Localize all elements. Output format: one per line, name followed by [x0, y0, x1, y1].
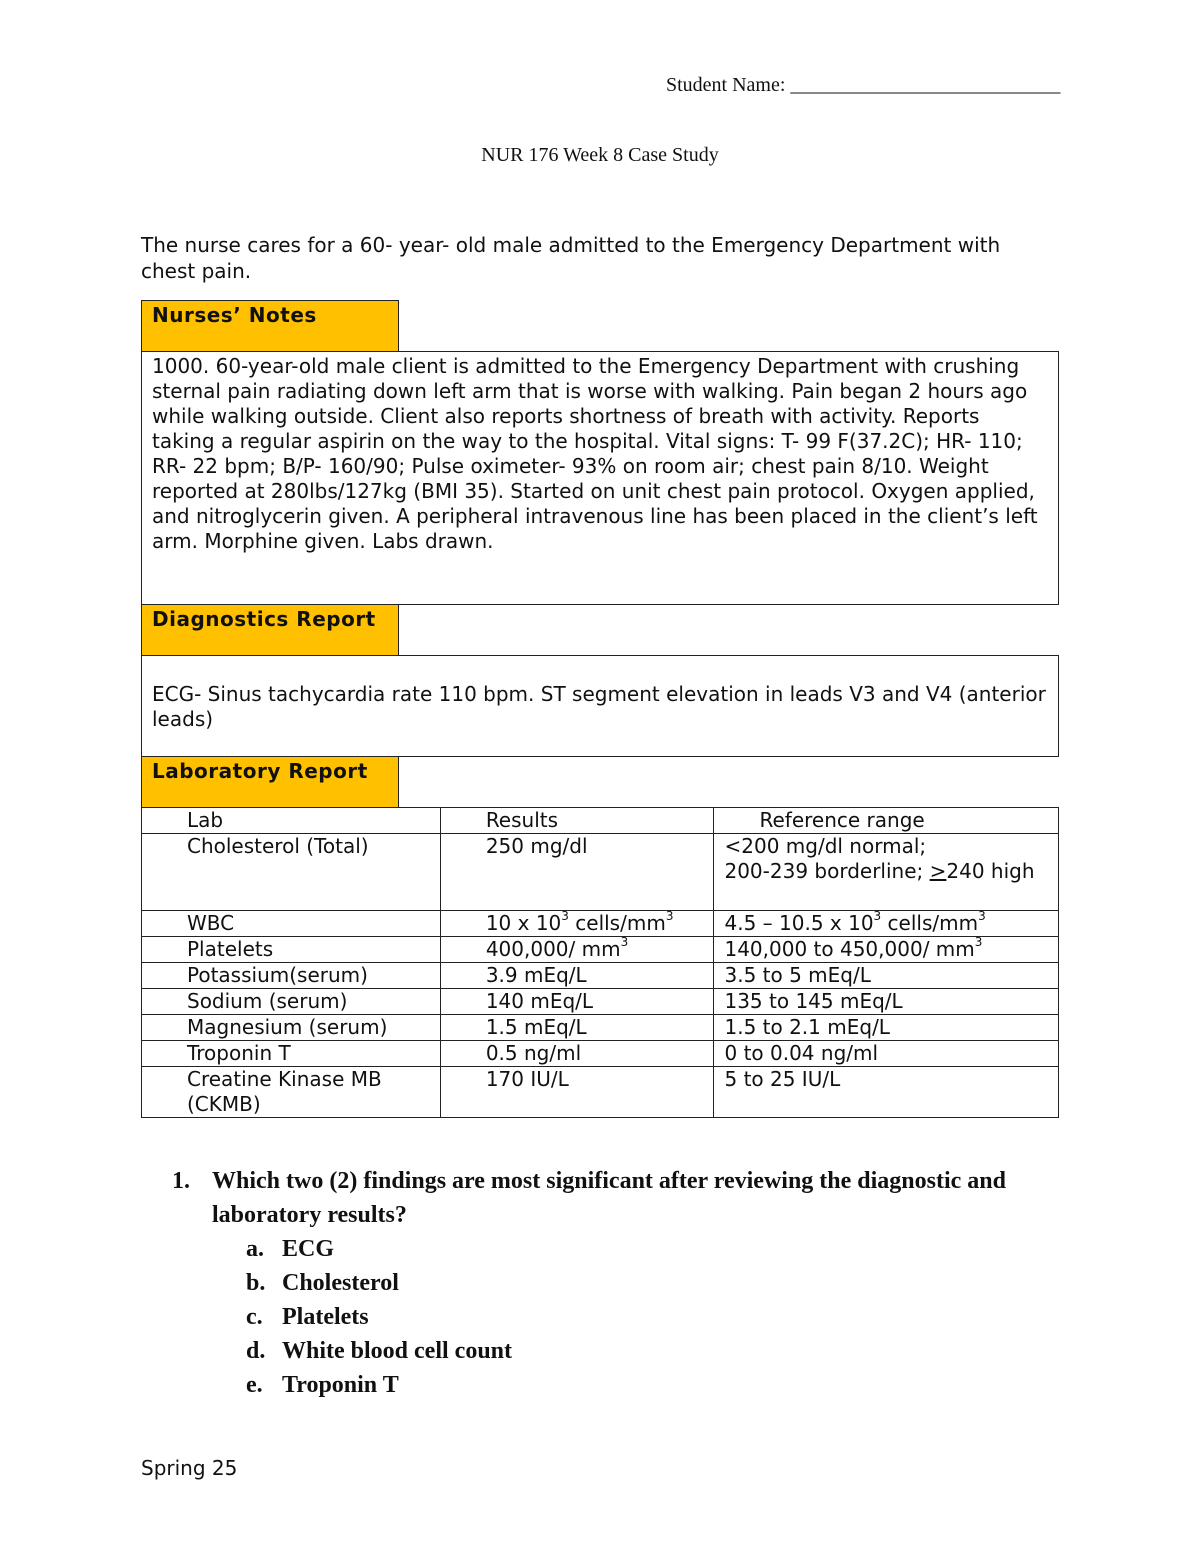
header-results: Results	[440, 808, 714, 834]
diagnostics-report-text: ECG- Sinus tachycardia rate 110 bpm. ST segment elevation in leads V3 and V4 (anterior leads)	[141, 655, 1059, 757]
option-letter: d.	[246, 1338, 266, 1364]
page-title: NUR 176 Week 8 Case Study	[481, 144, 719, 166]
footer-term: Spring 25	[141, 1456, 238, 1480]
lab-result: 140 mEq/L	[440, 989, 714, 1015]
lab-reference: 5 to 25 IU/L	[714, 1067, 1059, 1118]
question-1	[172, 1164, 1072, 1232]
lab-name: Cholesterol (Total)	[142, 834, 441, 911]
option-text: Troponin T	[282, 1372, 399, 1398]
option-letter: b.	[246, 1270, 266, 1296]
table-row	[142, 1067, 1059, 1118]
lab-name: Magnesium (serum)	[142, 1015, 441, 1041]
nurses-notes-text: 1000. 60-year-old male client is admitted to the Emergency Department with crushing sternal pain radiating down left arm that is worse with walking. Pain began 2 hours ago while walking outside. Client also reports shortness of breath with activity. Reports taking a regular aspirin on the way to the hospital. Vital signs: T- 99 F(37.2C); HR- 110; RR- 22 bpm; B/P- 160/90; Pulse oximeter- 93% on room air; chest pain 8/10. Weight reported at 280lbs/127kg (BMI 35). Started on unit chest pain protocol. Oxygen applied, and nitroglycerin given. A peripheral intravenous line has been placed in the client’s left arm. Morphine given. Labs drawn.	[141, 351, 1059, 605]
laboratory-report-tab: Laboratory Report	[141, 756, 399, 808]
lab-results-table	[141, 807, 1059, 1118]
option-text: ECG	[282, 1236, 335, 1262]
lab-result: 3.9 mEq/L	[440, 963, 714, 989]
lab-result: 400,000/ $mm^3$	[440, 937, 714, 963]
lab-name: Sodium (serum)	[142, 989, 441, 1015]
lab-reference: 3.5 to 5 mEq/L	[714, 963, 1059, 989]
table-row	[142, 834, 1059, 911]
header-reference-range: Reference range	[714, 808, 1059, 834]
lab-result: 170 IU/L	[440, 1067, 714, 1118]
diagnostics-report-tab: Diagnostics Report	[141, 604, 399, 656]
option-letter: e.	[246, 1372, 263, 1398]
question-block	[172, 1164, 1072, 1402]
table-row	[142, 989, 1059, 1015]
answer-option-e[interactable]	[172, 1368, 1072, 1402]
lab-reference: 1.5 to 2.1 mEq/L	[714, 1015, 1059, 1041]
lab-name: Creatine Kinase MB (CKMB)	[142, 1067, 441, 1118]
lab-name: Troponin T	[142, 1041, 441, 1067]
student-name-field: Student Name: ___________________________	[666, 74, 1061, 96]
answer-option-c[interactable]	[172, 1300, 1072, 1334]
intro-text: The nurse cares for a 60- year- old male admitted to the Emergency Department with chest pain.	[141, 233, 1001, 283]
table-row	[142, 911, 1059, 937]
table-row	[142, 963, 1059, 989]
lab-result: 0.5 ng/ml	[440, 1041, 714, 1067]
nurses-notes-tab: Nurses’ Notes	[141, 300, 399, 352]
table-row	[142, 937, 1059, 963]
option-letter: c.	[246, 1304, 263, 1330]
option-text: Platelets	[282, 1304, 369, 1330]
lab-result: 1.5 mEq/L	[440, 1015, 714, 1041]
lab-reference: 135 to 145 mEq/L	[714, 989, 1059, 1015]
table-header-row	[142, 808, 1059, 834]
answer-option-d[interactable]	[172, 1334, 1072, 1368]
answer-option-a[interactable]	[172, 1232, 1072, 1266]
option-text: Cholesterol	[282, 1270, 399, 1296]
option-text: White blood cell count	[282, 1338, 513, 1364]
lab-name: Platelets	[142, 937, 441, 963]
lab-result: 10 x $10^3$ cells/$mm^3$	[440, 911, 714, 937]
lab-reference: 0 to 0.04 ng/ml	[714, 1041, 1059, 1067]
answer-option-b[interactable]	[172, 1266, 1072, 1300]
option-letter: a.	[246, 1236, 264, 1262]
table-row	[142, 1015, 1059, 1041]
question-text: Which two (2) findings are most significant after reviewing the diagnostic and laboratory results?	[212, 1168, 1007, 1228]
lab-name: WBC	[142, 911, 441, 937]
lab-name: Potassium(serum)	[142, 963, 441, 989]
lab-reference: <200 mg/dl normal; 200-239 borderline; >240 high	[714, 834, 1059, 911]
lab-reference: 4.5 – 10.5 x $10^3$ cells/$mm^3$	[714, 911, 1059, 937]
lab-result: 250 mg/dl	[440, 834, 714, 911]
table-row	[142, 1041, 1059, 1067]
question-number: 1.	[172, 1168, 190, 1194]
lab-reference: 140,000 to 450,000/ $mm^3$	[714, 937, 1059, 963]
header-lab: Lab	[142, 808, 441, 834]
